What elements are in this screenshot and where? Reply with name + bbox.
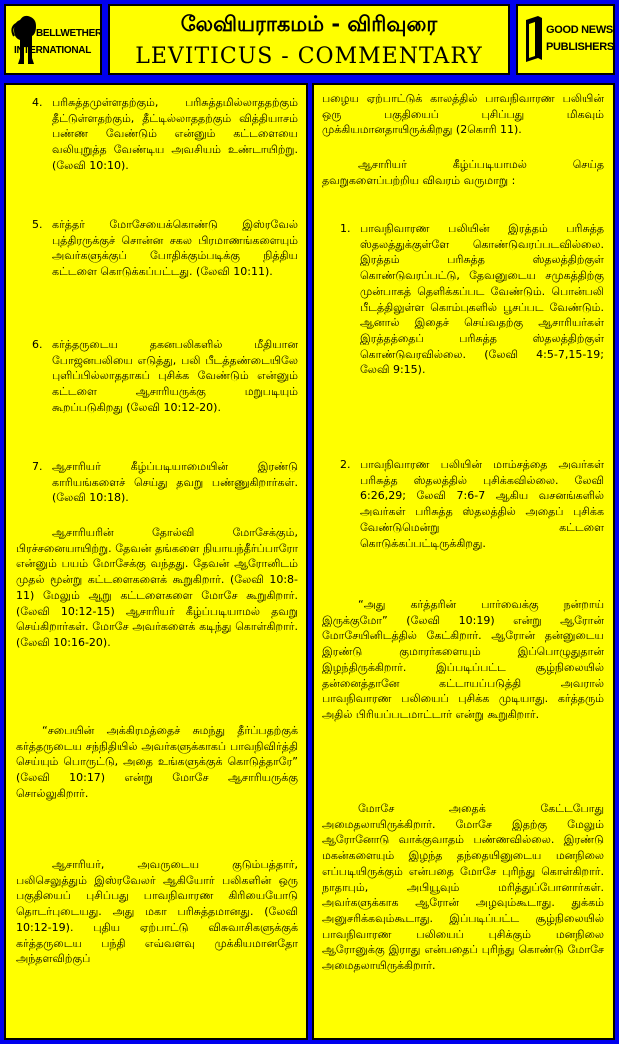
bible-icon [518, 6, 613, 73]
left-paragraph-2: “சபையின் அக்கிரமத்தைச் சுமந்து தீர்ப்பதற்குக் கர்த்தருடைய சந்நிதியில் அவர்களுக்காகப் பாவநிவிர்த்தி செய்யும் பொருட்டு, அதை உங்களுக்குக் கொடுத்தாரே” (லேவி 10:17) என்று மோசே ஆசாரியருக்கு சொல்லுகிறார். [16, 724, 298, 800]
left-paragraph-3: ஆசாரியர், அவருடைய குடும்பத்தார், பலிசெலுத்தும் இஸ்ரவேலர் ஆகியோர் பலிகளின் ஒரு பகுதியைப் புசிப்பது பாவநிவாரண கிரியையோடு தொடர்புடையது. அது மகா பரிசுத்தமானது. (லேவி 10:12-19). புதிய ஏற்பாட்டு விசுவாசிகளுக்குக் கர்த்தருடைய பந்தி எவ்வளவு முக்கியமானதோ அந்தளவிற்குப் [16, 858, 298, 966]
left-paragraph-1: ஆசாரியரின் தோல்வி மோசேக்கும், பிரச்சனையாயிற்று. தேவன் தங்களை நியாயந்தீர்ப்பாரோ என்னும் பயம் மோசேக்கு வந்தது. தேவன் ஆரோனிடம் முதல் மூன்று கட்டளைகளைக் கூறுகிறார். (லேவி 10:8-11) மேலும் ஆறு கட்டளைகளை மோசே கூறுகிறார். (லேவி 10:12-15) ஆசாரியர் கீழ்ப்படியாமல் தவறு செய்கிறார்கள். மோசே அவர்களைக் கடிந்து கொள்கிறார். (லேவி 10:16-20). [16, 526, 298, 649]
right-paragraph-2: “அது கர்த்தரின் பார்வைக்கு நன்றாய் இருக்குமோ” (லேவி 10:19) என்று ஆரோன் மோசேயினிடத்தில் கேட்கிறார். ஆரோன் தன்னுடைய இரண்டு குமாரர்களையும் இப்பொழுதுதான் இழந்திருக்கிறார். இப்படிப்பட்ட சூழ்நிலையில் தன்னைத்தானே கட்டாயப்படுத்தி அவரால் பாவநிவாரண பலியைப் புசிக்க முடியாது. கர்த்தரும் அதில் பிரியப்படமாட்டார் என்று கூறுகிறார். [322, 598, 604, 721]
right-column [312, 83, 615, 1040]
item-7-text: ஆசாரியர் கீழ்ப்படியாமையின் இரண்டு காரியங்களைச் செய்து தவறு பண்ணுகிறார்கள். (லேவி 10:18). [52, 460, 298, 505]
right-paragraph-1: ஆசாரியர் கீழ்ப்படியாமல் செய்த தவறுகளைப்பற்றிய விவரம் வருமாறு : [322, 158, 604, 187]
right-item-1-text: பாவநிவாரண பலியின் இரத்தம் பரிசுத்த ஸ்தலத்துக்குள்ளே கொண்டுவரப்படவில்லை. இரத்தம் பரிசுத்த ஸ்தலத்திற்குள் கொண்டுவரப்பட்டு, தேவனுடைய சமுகத்திற்கு முன்பாகத் தெளிக்கப்பட வேண்டும். பொன்பலி பீடத்திலுள்ள கொம்புகளில் பூசப்பட வேண்டும். ஆனால் இதைச் செய்வதற்கு ஆசாரியர்கள் இரத்தத்தைப் பரிசுத்த ஸ்தலத்திற்குள் கொண்டுவரவில்லை. (லேவி 4:5-7,15-19; லேவி 9:15). [360, 222, 604, 377]
right-item-2-text: பாவநிவாரண பலியின் மாம்சத்தை அவர்கள் பரிசுத்த ஸ்தலத்தில் புசிக்கவில்லை. லேவி 6:26,29; லேவி 7:6-7 ஆகிய வசனங்களில் அவர்கள் பரிசுத்த ஸ்தலத்தில் அதைப் புசிக்க வேண்டுமென்று கட்டளை கொடுக்கப்பட்டிருக்கிறது. [360, 458, 604, 550]
logo-left-line1: BELLWETHER [36, 28, 102, 39]
item-6-text: கர்த்தருடைய தகனபலிகளில் மீதியான போஜனபலியை எடுத்து, பலி பீடத்தண்டையிலே புளிப்பில்லாததாகப் புசிக்க வேண்டும் என்னும் கட்டளை ஆசாரியருக்கு மறுபடியும் கூறப்படுகிறது (லேவி 10:12-20). [52, 338, 298, 414]
item-4-number: 4. [32, 96, 43, 109]
right-paragraph-0: பழைய ஏற்பாட்டுக் காலத்தில் பாவநிவாரண பலியின் ஒரு பகுதியைப் புசிப்பது மிகவும் முக்கியமானதாயிருக்கிறது (2கொரி 11). [322, 92, 604, 137]
page-header [0, 0, 619, 79]
logo-right-line2: PUBLISHERS [546, 41, 614, 53]
item-5-text: கர்த்தர் மோசேயைக்கொண்டு இஸ்ரவேல் புத்திரருக்குச் சொன்ன சகல பிரமாணங்களையும் அவர்களுக்குப் போதிக்கும்படிக்கு நித்திய கட்டளை கொடுக்கப்பட்டது. (லேவி 10:11). [52, 218, 298, 279]
logo-right-line1: GOOD NEWS [546, 24, 613, 36]
item-6-number: 6. [32, 338, 43, 351]
page-title-tamil: லேவியராகமம் - விரிவுரை [180, 12, 438, 36]
item-4-text: பரிசுத்தமுள்ளதற்கும், பரிசுத்தமில்லாததற்கும் தீட்டுள்ளதற்கும், தீட்டில்லாததற்கும் வித்தியாசம் பண்ண வேண்டும் என்னும் கட்டளையை வலியுறுத்த வேண்டிய அவசியம் உண்டாயிற்று. (லேவி 10:10). [52, 96, 298, 172]
bellwether-logo [4, 4, 102, 75]
page-title-english: LEVITICUS - COMMENTARY [135, 44, 483, 69]
title-box [108, 4, 510, 75]
item-5-number: 5. [32, 218, 43, 231]
logo-left-line2: INTERNATIONAL [14, 45, 92, 56]
right-item-2-number: 2. [340, 458, 351, 471]
right-paragraph-3: மோசே அதைக் கேட்டபோது அமைதலாயிருக்கிறார். மோசே இதற்கு மேலும் ஆரோனோடு வாக்குவாதம் பண்ணவில்லை. இரண்டு மகன்களையும் இழந்த தந்தையினுடைய மனநிலை எப்படியிருக்கும் என்பதை மோசே புரிந்து கொள்கிறார். நாதாபும், அபியூவும் மரித்துப்போனார்கள். அவர்களுக்காக ஆரோன் அழவும்கூடாது. துக்கம் அனுசரிக்கவும்கூடாது. இப்படிப்பட்ட சூழ்நிலையில் பாவநிவாரண பலியைப் புசிக்கும் மனநிலை ஆரோனுக்கு இராது என்பதைப் புரிந்து கொண்டு மோசே அமைதலாயிருக்கிறார். [322, 802, 604, 973]
left-column [4, 83, 308, 1040]
right-item-1-number: 1. [340, 222, 351, 235]
item-7-number: 7. [32, 460, 43, 473]
good-news-logo [516, 4, 615, 75]
